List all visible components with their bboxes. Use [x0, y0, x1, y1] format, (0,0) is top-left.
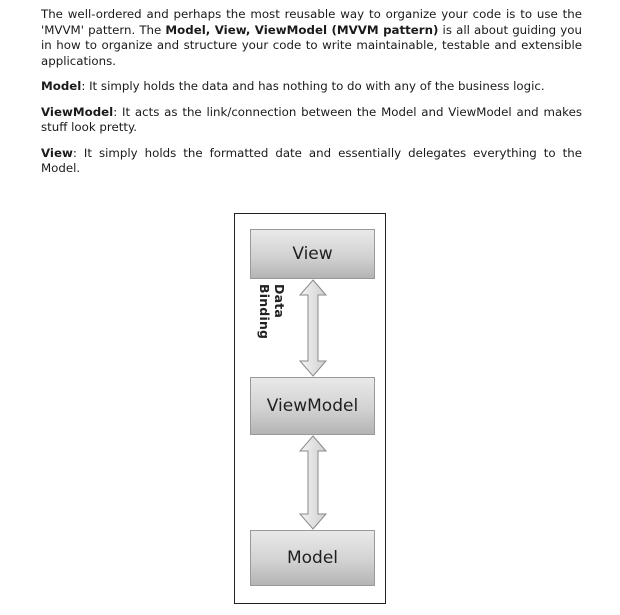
article-text — [41, 7, 582, 187]
view-desc: : It simply holds the formatted date and essentially delegates everything to the Model. — [41, 145, 582, 175]
viewmodel-definition — [41, 105, 582, 136]
model-desc: : It simply holds the data and has nothing to do with any of the business logic. — [81, 79, 545, 93]
intro-text-1: The well-ordered and perhaps the most reusable way to organize your code is to use the 'MVVM' pattern. The — [41, 7, 582, 37]
mvvm-diagram — [234, 213, 386, 604]
model-term: Model — [41, 79, 82, 93]
double-arrow-icon — [298, 435, 328, 530]
data-binding-label: Data Binding — [257, 284, 287, 340]
viewmodel-box: ViewModel — [250, 377, 375, 435]
intro-bold: Model, View, ViewModel (MVVM pattern) — [165, 22, 439, 37]
view-box: View — [250, 229, 375, 279]
viewmodel-term: ViewModel — [41, 104, 114, 119]
model-box: Model — [250, 530, 375, 586]
intro-paragraph — [41, 7, 582, 69]
intro-text-2: is all about guiding you in how to organize and structure your code to write maintainable, testable and extensible applications. — [41, 22, 582, 68]
view-term: View — [41, 145, 73, 160]
viewmodel-desc: : It acts as the link/connection between the Model and ViewModel and makes stuff look pretty. — [41, 104, 582, 134]
view-definition — [41, 146, 582, 177]
double-arrow-icon — [298, 279, 328, 377]
model-definition — [41, 79, 582, 95]
